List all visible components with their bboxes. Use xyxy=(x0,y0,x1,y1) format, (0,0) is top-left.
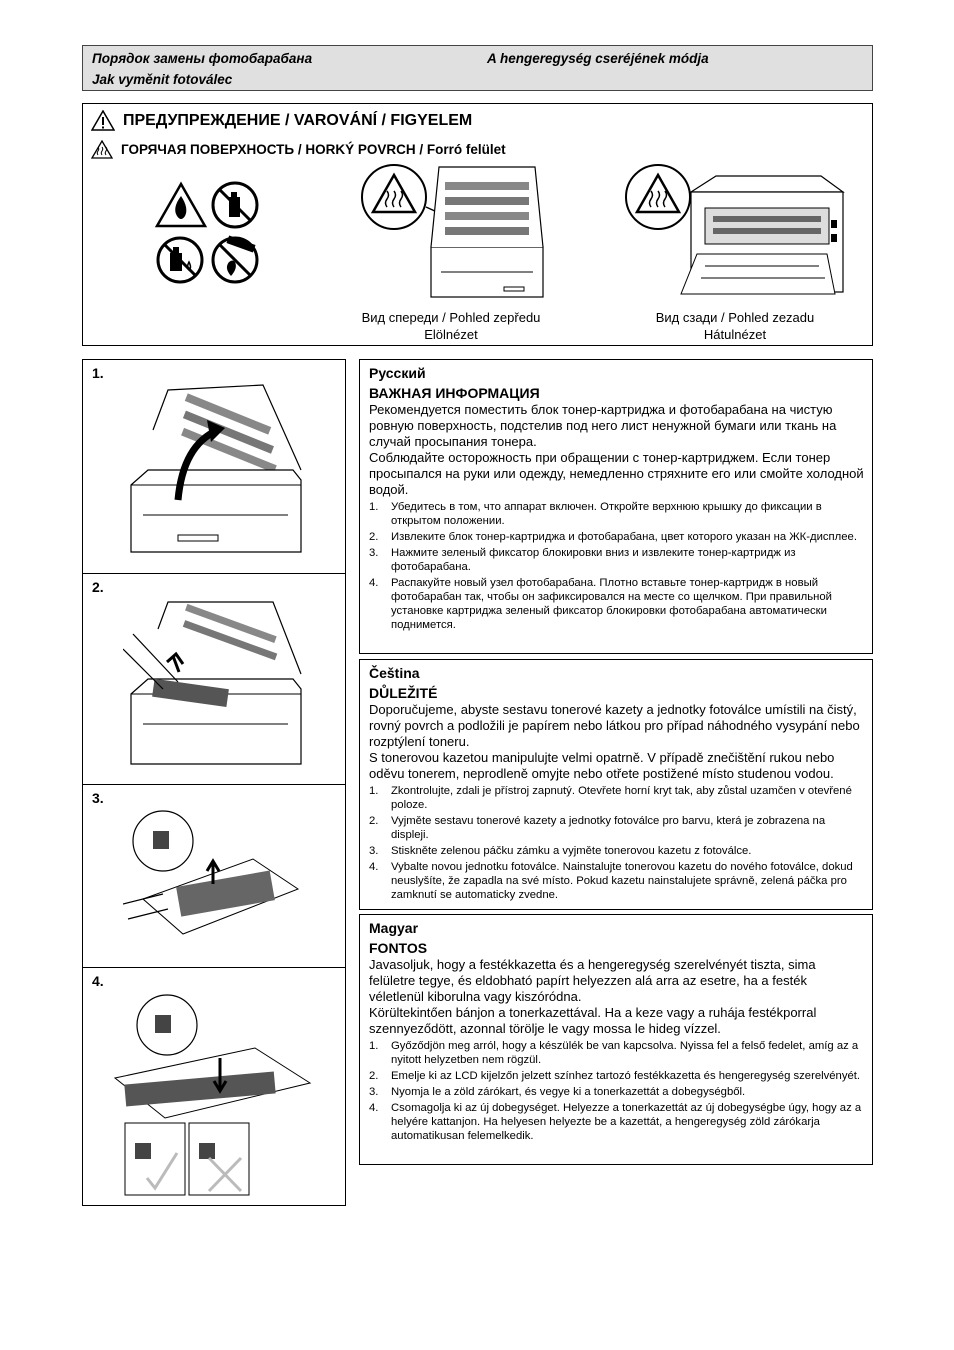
front-view-caption-line1: Вид спереди / Pohled zepředu xyxy=(361,310,541,325)
no-liquid-icon xyxy=(158,238,202,282)
steps-list xyxy=(369,784,864,902)
back-view-caption-line2: Hátulnézet xyxy=(703,327,767,342)
flammable-icon xyxy=(157,184,205,226)
warning-title-row xyxy=(91,110,472,131)
step-number: 3. xyxy=(92,790,104,806)
header-title-hu: A hengeregység cseréjének módja xyxy=(487,51,709,66)
front-view-caption xyxy=(345,309,557,343)
step-3-illustration xyxy=(123,809,313,964)
list-item: 3. Stiskněte zelenou páčku zámku a vyjměte tonerovou kazetu z fotoválce. xyxy=(369,845,752,857)
list-item: 4. Csomagolja ki az új dobegységet. Helyezze a tonerkazettát az új dobegységbe úgy, hogy az a helyére kattanjon. Ha helyesen helyezte be a kazettát, a hengeregység zöld zárókarja automatikusan felemelkedik. xyxy=(369,1102,862,1142)
warning-triangle-icon xyxy=(91,110,115,131)
steps-list xyxy=(369,500,864,632)
list-item: 3. Нажмите зеленый фиксатор блокировки вниз и извлеките тонер-картридж из фотобарабана. xyxy=(369,547,796,573)
section-russian xyxy=(359,359,873,654)
section-hungarian xyxy=(359,914,873,1165)
section-czech xyxy=(359,659,873,910)
language-name: Русский xyxy=(369,365,426,381)
steps-list xyxy=(369,1039,864,1143)
step-1-panel xyxy=(82,359,346,574)
back-view-caption xyxy=(631,309,839,343)
list-item: 4. Vybalte novou jednotku fotoválce. Nainstalujte tonerovou kazetu do nového fotoválce, dokud neuslyšíte, že zapadla na své místo. Pokud kazetu nainstalujete správně, zelená páčka pro zamknutí se automaticky zvedne. xyxy=(369,861,853,901)
important-heading: DŮLEŽITÉ xyxy=(369,685,438,701)
list-item: 1. Убедитесь в том, что аппарат включен. Откройте верхнюю крышку до фиксации в открытом положении. xyxy=(369,501,822,527)
step-1-illustration xyxy=(123,380,313,565)
step-4-illustration xyxy=(105,993,325,1198)
paragraph: Javasoljuk, hogy a festékkazetta és a hengeregység szerelvényét tiszta, sima felületre tegye, és eldobható papírt helyezzen alá arra az esetre, ha a festék véletlenül kiborulna vagy kiszóródna. xyxy=(369,957,816,1004)
no-spray-icon xyxy=(213,183,257,227)
list-item: 4. Распакуйте новый узел фотобарабана. Плотно вставьте тонер-картридж в новый фотобарабан так, чтобы он зафиксировался на месте со щелчком. При правильной установке картриджа зеленый фиксатор блокировки фотобарабана автоматически поднимется. xyxy=(369,577,832,631)
header-title-ru: Порядок замены фотобарабана xyxy=(92,51,313,66)
hot-surface-icon xyxy=(91,140,113,159)
paragraph: Körültekintően bánjon a tonerkazettával. Ha a keze vagy a ruhája festékporral szennyeződött, azonnal törölje le vagy mossa le hideg vízzel. xyxy=(369,1005,817,1036)
front-view-caption-line2: Elölnézet xyxy=(424,327,478,342)
header-bar xyxy=(82,45,873,91)
warning-title: ПРЕДУПРЕЖДЕНИЕ / VAROVÁNÍ / FIGYELEM xyxy=(123,111,473,129)
list-item: 2. Vyjměte sestavu tonerové kazety a jednotky fotoválce pro barvu, která je zobrazena na displeji. xyxy=(369,815,826,841)
paragraph: Рекомендуется поместить блок тонер-картриджа и фотобарабана на чистую ровную поверхность, подстелив под него лист ненужной бумаги или ткань на случай просыпания тонера. xyxy=(369,402,837,449)
list-item: 2. Извлеките блок тонер-картриджа и фотобарабана, цвет которого указан на ЖК-дисплее. xyxy=(369,531,857,543)
paragraph: Соблюдайте осторожность при обращении с тонер-картриджем. Если тонер просыпался на руки или одежду, немедленно стряхните его или смойте холодной водой. xyxy=(369,450,864,497)
step-number: 2. xyxy=(92,579,104,595)
important-heading: ВАЖНАЯ ИНФОРМАЦИЯ xyxy=(369,385,540,401)
no-fire-icon xyxy=(213,235,257,282)
step-2-panel xyxy=(82,573,346,785)
list-item: 3. Nyomja le a zöld zárókart, és vegye ki a tonerkazettát a dobegységből. xyxy=(369,1086,746,1098)
warning-box xyxy=(82,103,873,346)
list-item: 1. Győződjön meg arról, hogy a készülék be van kapcsolva. Nyissa fel a felső fedelet, amíg az a nyitott helyzetben nem rögzül. xyxy=(369,1040,859,1066)
step-4-panel xyxy=(82,967,346,1206)
step-number: 1. xyxy=(92,365,104,381)
list-item: 1. Zkontrolujte, zdali je přístroj zapnutý. Otevřete horní kryt tak, aby zůstal uzamčen v otevřené poloze. xyxy=(369,785,852,811)
step-2-illustration xyxy=(123,594,313,779)
front-view-printer xyxy=(359,162,549,302)
important-heading: FONTOS xyxy=(369,940,428,956)
language-name: Čeština xyxy=(369,665,420,681)
paragraph: S tonerovou kazetou manipulujte velmi opatrně. V případě znečištění rukou nebo oděvu tonerem, neprodleně omyjte nebo otřete postižené místo studenou vodou. xyxy=(369,750,835,781)
language-name: Magyar xyxy=(369,920,419,936)
paragraph: Doporučujeme, abyste sestavu tonerové kazety a jednotky fotoválce umístili na čistý, rovný povrch a podložili je papírem nebo látkou pro případ náhodného vysypání nebo rozptýlení toneru. xyxy=(369,702,860,749)
safety-icons xyxy=(153,178,263,288)
step-3-panel xyxy=(82,784,346,968)
header-title-cs: Jak vyměnit fotoválec xyxy=(92,72,233,87)
hot-surface-text: ГОРЯЧАЯ ПОВЕРХНОСТЬ / HORKÝ POVRCH / Forró felület xyxy=(121,142,506,157)
hot-surface-row xyxy=(91,140,506,159)
back-view-caption-line1: Вид сзади / Pohled zezadu xyxy=(655,310,815,325)
back-view-printer xyxy=(621,162,851,302)
step-number: 4. xyxy=(92,973,104,989)
list-item: 2. Emelje ki az LCD kijelzőn jelzett színhez tartozó festékkazetta és hengeregység szerelvényét. xyxy=(369,1070,861,1082)
